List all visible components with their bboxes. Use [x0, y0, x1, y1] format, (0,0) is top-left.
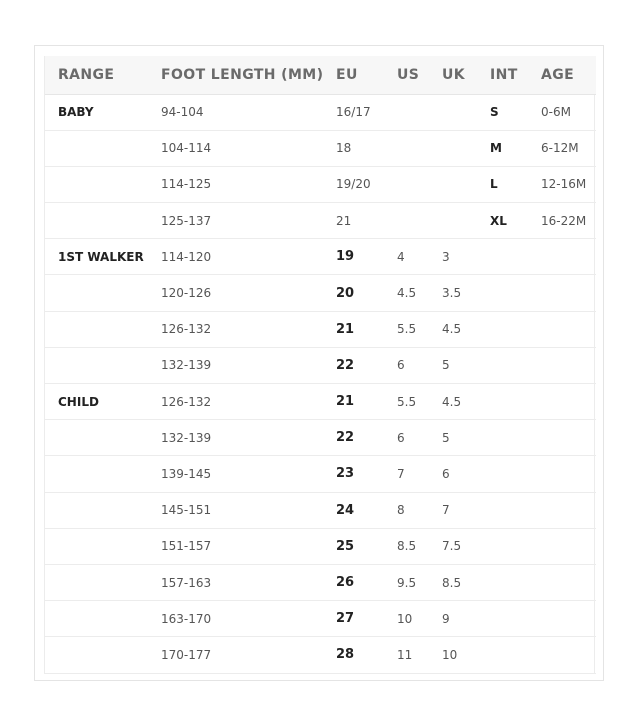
cell-uk: 7.5: [429, 528, 477, 564]
cell-us: 11: [384, 637, 429, 673]
cell-us: [384, 166, 429, 202]
table-row: [45, 239, 596, 275]
cell-foot-length: 126-132: [148, 384, 323, 420]
cell-us: 10: [384, 601, 429, 637]
table-row: [45, 420, 596, 456]
cell-range: [45, 456, 148, 492]
cell-range: [45, 275, 148, 311]
cell-us: 9.5: [384, 564, 429, 600]
cell-uk: 6: [429, 456, 477, 492]
cell-eu: 27: [323, 601, 384, 637]
size-chart-frame: [34, 45, 604, 681]
cell-range: 1ST WALKER: [45, 239, 148, 275]
cell-foot-length: 132-139: [148, 347, 323, 383]
cell-int: S: [477, 94, 528, 130]
cell-eu: 21: [323, 311, 384, 347]
table-row: [45, 492, 596, 528]
cell-int: [477, 420, 528, 456]
cell-us: 4: [384, 239, 429, 275]
cell-int: [477, 601, 528, 637]
cell-foot-length: 145-151: [148, 492, 323, 528]
cell-us: 5.5: [384, 311, 429, 347]
cell-int: [477, 492, 528, 528]
cell-us: 8: [384, 492, 429, 528]
header-uk: UK: [429, 56, 477, 94]
cell-age: 16-22M: [528, 203, 596, 239]
table-row: [45, 275, 596, 311]
cell-eu: 23: [323, 456, 384, 492]
header-range: RANGE: [45, 56, 148, 94]
cell-int: M: [477, 130, 528, 166]
cell-us: 8.5: [384, 528, 429, 564]
cell-range: [45, 166, 148, 202]
cell-uk: 9: [429, 601, 477, 637]
cell-age: 6-12M: [528, 130, 596, 166]
cell-age: [528, 311, 596, 347]
cell-range: [45, 130, 148, 166]
cell-us: 6: [384, 347, 429, 383]
cell-foot-length: 132-139: [148, 420, 323, 456]
cell-age: 12-16M: [528, 166, 596, 202]
table-row: [45, 166, 596, 202]
cell-range: [45, 492, 148, 528]
cell-foot-length: 126-132: [148, 311, 323, 347]
cell-foot-length: 120-126: [148, 275, 323, 311]
table-row: [45, 384, 596, 420]
cell-age: [528, 384, 596, 420]
cell-age: [528, 275, 596, 311]
cell-int: [477, 564, 528, 600]
cell-int: [477, 311, 528, 347]
cell-us: 5.5: [384, 384, 429, 420]
cell-foot-length: 104-114: [148, 130, 323, 166]
cell-foot-length: 94-104: [148, 94, 323, 130]
header-eu: EU: [323, 56, 384, 94]
cell-int: [477, 456, 528, 492]
table-row: [45, 637, 596, 673]
cell-age: [528, 420, 596, 456]
cell-uk: [429, 166, 477, 202]
cell-foot-length: 170-177: [148, 637, 323, 673]
cell-eu: 26: [323, 564, 384, 600]
table-header: [45, 56, 596, 94]
header-us: US: [384, 56, 429, 94]
cell-age: [528, 347, 596, 383]
cell-uk: 3.5: [429, 275, 477, 311]
cell-age: [528, 239, 596, 275]
cell-foot-length: 125-137: [148, 203, 323, 239]
header-int: INT: [477, 56, 528, 94]
cell-uk: 5: [429, 347, 477, 383]
cell-uk: 4.5: [429, 384, 477, 420]
cell-eu: 22: [323, 420, 384, 456]
cell-age: [528, 564, 596, 600]
cell-range: BABY: [45, 94, 148, 130]
cell-int: [477, 528, 528, 564]
cell-eu: 19: [323, 239, 384, 275]
cell-eu: 21: [323, 384, 384, 420]
cell-eu: 16/17: [323, 94, 384, 130]
cell-uk: 5: [429, 420, 477, 456]
cell-us: 6: [384, 420, 429, 456]
cell-eu: 21: [323, 203, 384, 239]
cell-range: [45, 564, 148, 600]
cell-eu: 25: [323, 528, 384, 564]
cell-range: [45, 311, 148, 347]
cell-range: [45, 347, 148, 383]
cell-us: [384, 130, 429, 166]
cell-age: [528, 528, 596, 564]
cell-range: [45, 203, 148, 239]
cell-foot-length: 139-145: [148, 456, 323, 492]
table-body: [45, 94, 596, 673]
cell-int: [477, 347, 528, 383]
cell-uk: 4.5: [429, 311, 477, 347]
table-row: [45, 203, 596, 239]
cell-eu: 19/20: [323, 166, 384, 202]
cell-int: [477, 239, 528, 275]
cell-age: [528, 492, 596, 528]
cell-range: [45, 637, 148, 673]
cell-foot-length: 114-120: [148, 239, 323, 275]
cell-uk: 3: [429, 239, 477, 275]
cell-int: [477, 637, 528, 673]
cell-uk: [429, 94, 477, 130]
cell-range: CHILD: [45, 384, 148, 420]
cell-range: [45, 420, 148, 456]
cell-eu: 20: [323, 275, 384, 311]
cell-eu: 22: [323, 347, 384, 383]
cell-foot-length: 157-163: [148, 564, 323, 600]
cell-range: [45, 601, 148, 637]
cell-us: 4.5: [384, 275, 429, 311]
cell-age: [528, 637, 596, 673]
header-age: AGE: [528, 56, 596, 94]
cell-eu: 18: [323, 130, 384, 166]
table-row: [45, 601, 596, 637]
table-row: [45, 528, 596, 564]
cell-int: L: [477, 166, 528, 202]
cell-uk: 7: [429, 492, 477, 528]
cell-foot-length: 151-157: [148, 528, 323, 564]
cell-foot-length: 163-170: [148, 601, 323, 637]
cell-age: 0-6M: [528, 94, 596, 130]
size-chart-container: [44, 56, 595, 674]
table-row: [45, 94, 596, 130]
cell-age: [528, 456, 596, 492]
cell-age: [528, 601, 596, 637]
table-row: [45, 456, 596, 492]
header-foot-length: FOOT LENGTH (MM): [148, 56, 323, 94]
cell-range: [45, 528, 148, 564]
cell-eu: 28: [323, 637, 384, 673]
table-row: [45, 311, 596, 347]
cell-eu: 24: [323, 492, 384, 528]
cell-us: [384, 94, 429, 130]
cell-us: 7: [384, 456, 429, 492]
cell-foot-length: 114-125: [148, 166, 323, 202]
cell-uk: 8.5: [429, 564, 477, 600]
size-chart-table: [45, 56, 596, 674]
cell-us: [384, 203, 429, 239]
table-row: [45, 130, 596, 166]
cell-int: [477, 275, 528, 311]
header-row: [45, 56, 596, 94]
cell-uk: [429, 203, 477, 239]
table-row: [45, 347, 596, 383]
cell-uk: [429, 130, 477, 166]
cell-int: XL: [477, 203, 528, 239]
table-row: [45, 564, 596, 600]
cell-int: [477, 384, 528, 420]
cell-uk: 10: [429, 637, 477, 673]
